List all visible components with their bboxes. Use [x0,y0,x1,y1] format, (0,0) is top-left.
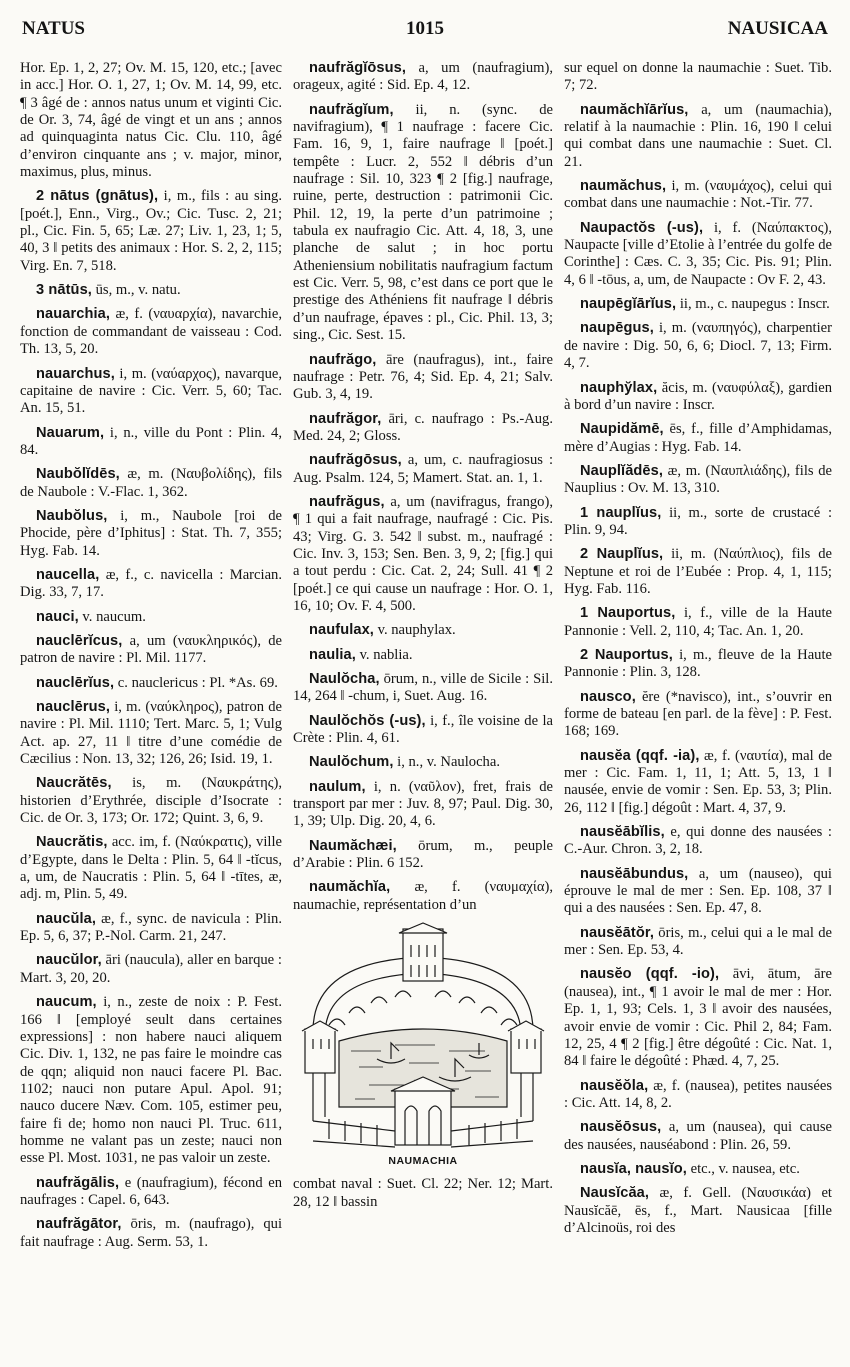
column-right [564,60,832,1355]
entry-definition: ūs, m., v. natu. [91,282,181,299]
entry-headword: 1 nauplĭus, [580,504,662,521]
entry-headword: naufrăgus, [309,493,385,510]
header-right-guideword: NAUSICAA [727,18,828,39]
entry-headword: naucŭlor, [36,952,102,969]
dictionary-entry [20,60,282,181]
entry-definition: v. naucum. [78,608,146,625]
entry-headword: 2 Nauplĭus, [580,546,664,563]
entry-headword: naufrăgĭōsus, [309,60,406,76]
entry-headword: naumăchus, [580,178,667,195]
dictionary-entry [20,366,282,418]
dictionary-entry [564,463,832,498]
dictionary-entry [20,775,282,827]
entry-headword: nausĕātŏr, [580,924,654,941]
dictionary-entry [20,1175,282,1210]
entry-definition: i, n., zeste de noix : P. Fest. 166 ‖ [employé seult dans certaines expressions] : non habere nauci aliquem Cic. Div. 1, 132, ne pas faire le moindre cas de qqn; aliquid non nauci facere Pl. Bac. 1102; nauci non putare Apul. Apol. 91; nauco ducere Næv. Com. 105, estimer peu, faire fi de; homo non nauci Pl. Truc. 611, homme ne valant pas un zeste; nauci non esse Pl. Most. 1031, ne pas valoir un zeste. [20,994,282,1167]
entry-headword: naupēgus, [580,320,654,337]
entry-definition: i, f., île voisine de la Crète : Plin. 4, 61. [293,712,553,747]
entry-headword: nauarchus, [36,365,115,382]
entry-definition: i, m. (ναύαρχος), navarque, capitaine de navire : Cic. Verr. 5, 60; Tac. An. 15, 51. [20,365,282,417]
entry-headword: nausĕōsus, [580,1119,662,1136]
entry-definition: æ, f. (ναυαρχία), navarchie, fonction de commandant de vaisseau : Cod. Th. 13, 5, 20. [20,306,282,358]
dictionary-entry [293,754,553,771]
dictionary-entry [564,1119,832,1154]
entry-definition: æ, f., sync. de navicula : Plin. Ep. 5, 6, 37; P.-Nol. Carm. 21, 247. [20,910,282,945]
dictionary-entry [20,911,282,946]
entry-definition: ēs, f., fille d’Amphidamas, mère d’Augias : Hyg. Fab. 14. [564,421,832,455]
entry-headword: nauarchia, [36,306,110,323]
entry-headword: naucŭla, [36,910,97,927]
dictionary-entry [564,60,832,95]
dictionary-entry [293,494,553,615]
dictionary-entry [293,622,553,639]
entry-definition: a, um, c. naufragiosus : Aug. Psalm. 124, 5; Mamert. Stat. an. 1, 1. [293,452,553,486]
dictionary-entry [20,633,282,668]
entry-definition: æ, f. Gell. (Ναυσικάα) et Nausĭcăē, ēs, f., Mart. Nausicaa [fille d’Alcinoüs, roi des [564,1185,832,1236]
entry-headword: nausĕa (qqf. -ia), [580,747,700,764]
entry-definition: āri (naucula), aller en barque : Mart. 3, 20, 20. [20,952,282,986]
dictionary-entry [293,60,553,95]
entry-headword: nauclērĭus, [36,674,115,691]
entry-headword: naumăchĭārĭus, [580,101,689,118]
figure-caption: NAUMACHIA [388,1155,458,1168]
entry-headword: Naulŏchum, [309,754,394,771]
dictionary-entry [564,102,832,171]
naumachia-engraving [299,921,547,1151]
dictionary-entry [293,452,553,487]
entry-definition: i, m., fils : au sing. [poét.], Enn., Virg., Ov.; Cic. Tusc. 2, 21; pl., Cic. Fin. 5, 65; Læ. 27; Liv. 1, 23, 1; 5, 40, 3 ‖ petits des animaux : Hor. S. 2, 2, 115; Virg. En. 7, 518. [20,188,282,274]
entry-headword: nauphy̆lax, [580,379,658,396]
dictionary-entry [20,699,282,768]
dictionary-entry [564,605,832,640]
entry-definition: acc. im, f. (Ναύκρατις), ville d’Egypte, dans le Delta : Plin. 5, 64 ‖ -tĭcus, a, um, de Naucratis : Plin. 5, 64 ‖ -tītes, æ, adj. m, Plin. 5, 49. [20,834,282,903]
entry-headword: Naulŏchŏs (-us), [309,712,426,729]
entry-definition: āri, c. naufrago : Ps.-Aug. Med. 24, 2; Gloss. [293,410,553,444]
dictionary-entry [20,994,282,1167]
dictionary-entry [564,689,832,741]
entry-headword: naufrăgātor, [36,1216,122,1233]
entry-headword: Naubŏlĭdēs, [36,466,120,483]
dictionary-entry [20,188,282,275]
entry-headword: nausĕo (qqf. -io), [580,966,720,983]
entry-headword: Naumăchæi, [309,837,397,854]
naumachia-illustration [293,921,553,1170]
dictionary-entry [20,834,282,903]
entry-definition: c. nauclericus : Pl. *As. 69. [114,674,278,691]
entry-headword: 2 Nauportus, [580,646,673,663]
entry-definition: ii, m., c. naupegus : Inscr. [676,296,830,313]
dictionary-entry [20,952,282,987]
entry-definition: āvi, ātum, āre (nausea), int., ¶ 1 avoir le mal de mer : Hor. Ep. 1, 1, 93; Cels. 1, 3 ‖ avoir des nausées, avoir envie de vomir : Cic. Phil 2, 84; Fam. 12, 25, 4 ¶ 2 [fig.] être dégoûté : Cic. Nat. 1, 84 ‖ faire le dégoûté : Phæd. 4, 7, 25. [564,966,832,1070]
page-number: 1015 [406,18,444,39]
entry-headword: 2 nātus (gnātus), [36,188,159,205]
dictionary-entry [564,320,832,372]
entry-headword: 3 nātūs, [36,282,92,299]
entry-definition: æ, f., c. navicella : Marcian. Dig. 33, 7, 17. [20,566,282,601]
entry-headword: nausĕŏla, [580,1077,649,1094]
dictionary-entry [20,508,282,560]
entry-headword: naufrăgĭum, [309,101,394,118]
entry-headword: Naubŏlus, [36,507,108,524]
entry-headword: naufrăgo, [309,351,377,368]
entry-definition: a, um (nausea), qui cause des nausées, nauséabond : Plin. 26, 59. [564,1119,832,1153]
dictionary-entry [564,866,832,918]
entry-definition: a, um (naumachia), relatif à la naumachie : Plin. 16, 190 ‖ celui qui combat dans une naumachie : Suet. Cl. 21. [564,101,832,170]
entry-headword: Naulŏcha, [309,671,380,687]
entry-definition: i, n., v. Naulocha. [393,754,500,771]
entry-definition: v. nauphylax. [373,622,456,639]
entry-definition: a, um (nauseo), qui éprouve le mal de mer : Sen. Ep. 108, 37 ‖ qui a des nausées : Sen. Ep. 47, 8. [564,865,832,917]
entry-definition: i, m., fleuve de la Haute Pannonie : Plin. 3, 128. [564,646,832,681]
entry-headword: naufulax, [309,622,374,639]
dictionary-entry [20,282,282,299]
dictionary-entry [564,647,832,682]
entry-definition: i, f., ville de la Haute Pannonie : Vell. 2, 110, 4; Tac. An. 1, 20. [564,605,832,639]
entry-headword: naufrăgōsus, [309,452,402,469]
entry-definition: a, um (naufragium), orageux, agité : Sid. Ep. 4, 12. [293,60,553,94]
entry-definition: is, m. (Ναυκράτης), historien d’Erythrée, disciple d’Isocrate : Cic. de Or. 3, 173; Or. 172; Quint. 3, 6, 9. [20,775,282,827]
entry-headword: Nausĭcăa, [580,1185,650,1202]
dictionary-entry [20,306,282,358]
dictionary-entry [564,296,832,313]
entry-definition: ōris, m. (naufrago), qui fait naufrage : Aug. Serm. 53, 1. [20,1216,282,1250]
entry-definition: ii, m. (Ναύπλιος), fils de Neptune et roi de l’Eubée : Prop. 4, 1, 115; Hyg. Fab. 116. [564,546,832,597]
dictionary-entry [564,178,832,213]
header-left-guideword: NATUS [22,18,85,39]
entry-headword: naulum, [309,778,366,795]
entry-headword: nausĕābundus, [580,865,689,882]
entry-headword: nauci, [36,608,79,625]
dictionary-entry [564,421,832,456]
dictionary-entry [564,220,832,289]
entry-headword: nauclērĭcus, [36,632,123,649]
entry-headword: Naupidămē, [580,421,664,438]
entry-headword: Nauarum, [36,424,105,441]
entry-headword: naufrăgor, [309,410,382,427]
entry-headword: Nauplĭădēs, [580,462,664,479]
dictionary-entry [564,1161,832,1178]
dictionary-entry [293,352,553,404]
entry-headword: naupēgĭārĭus, [580,296,677,313]
column-middle [293,60,553,1355]
entry-definition: i, m. (ναυμάχος), celui qui combat dans une naumachie : Not.-Tir. 77. [564,178,832,212]
entry-definition: a, um (ναυκληρικός), de patron de navire : Pl. Mil. 1177. [20,632,282,667]
column-middle-continuation: combat naval : Suet. Cl. 22; Ner. 12; Mart. 28, 12 ‖ bassin [293,1176,553,1210]
column-left [20,60,282,1355]
dictionary-entry [564,824,832,859]
dictionary-entry [564,380,832,415]
dictionary-entry [20,466,282,501]
entry-headword: naulia, [309,646,356,663]
dictionary-entry [293,647,553,664]
dictionary-entry [293,671,553,706]
page-header [22,18,828,46]
entry-definition: æ, f. (ναυμαχία), naumachie, représentation d’un [293,879,553,913]
dictionary-entry [564,1078,832,1113]
dictionary-entry [564,748,832,817]
entry-headword: nausĕābĭlis, [580,824,665,841]
dictionary-entry [293,779,553,831]
entry-headword: Naucrătēs, [36,775,112,792]
entry-definition: æ, f. (nausea), petites nausées : Cic. Att. 14, 8, 2. [564,1077,832,1111]
entry-headword: naufrăgālis, [36,1174,120,1191]
dictionary-entry [20,609,282,626]
entry-definition: ōris, m., celui qui a le mal de mer : Sen. Ep. 53, 4. [564,924,832,959]
dictionary-entry [20,567,282,602]
entry-headword: nauclērus, [36,699,110,715]
dictionary-entry [564,925,832,960]
dictionary-entry [293,102,553,345]
dictionary-entry [564,1185,832,1237]
entry-definition: i, f. (Ναύπακτος), Naupacte [ville d’Etolie à l’entrée du golfe de Corinthe] : Cæs. C. 3, 35; Cic. Pis. 91; Plin. 4, 6 ‖ -tōus, a, um, de Naupacte : Ov F. 2, 43. [564,219,832,288]
entry-definition: æ, m. (Ναυβολίδης), fils de Naubole : V.-Flac. 1, 362. [20,466,282,500]
entry-definition: v. nablia. [355,646,413,663]
entry-definition: i, m., Naubole [roi de Phocide, père d’Iphitus] : Stat. Th. 7, 355; Hyg. Fab. 14. [20,507,282,559]
entry-definition: sur equel on donne la naumachie : Suet. Tib. 7; 72. [564,60,832,94]
entry-headword: Naucrătis, [36,834,108,851]
entry-definition: ăcis, m. (ναυφύλαξ), gardien à bord d’un navire : Inscr. [564,379,832,413]
entry-definition: æ, f. (ναυτία), mal de mer : Cic. Fam. 1, 11, 1; Att. 5, 13, 1 ‖ nausée, envie de vomir : Sen. Ep. 53, 3; Plin. 26, 112 ‖ [fig.] dégoût : Mart. 4, 37, 9. [564,747,832,816]
dictionary-entry [20,425,282,460]
dictionary-entry [293,838,553,873]
entry-definition: i, n., ville du Pont : Plin. 4, 84. [20,424,282,458]
entry-definition: ōrum, m., peuple d’Arabie : Plin. 6 152. [293,837,553,872]
dictionary-entry [293,411,553,446]
dictionary-entry [20,675,282,692]
entry-definition: æ, m. (Ναυπλιάδης), fils de Nauplius : Ov. M. 13, 310. [564,462,832,497]
entry-definition: āre (naufragus), int., faire naufrage : Petr. 76, 4; Sid. Ep. 4, 21; Salv. Gub. 3, 4, 19. [293,351,553,403]
entry-definition: i, n. (ναῦλον), fret, frais de transport par mer : Juv. 8, 97; Paul. Dig. 30, 1, 39; Ulp. Dig. 20, 4, 6. [293,778,553,830]
entry-definition: e (naufragium), fécond en naufrages : Capel. 6, 643. [20,1174,282,1208]
entry-headword: Naupactŏs (-us), [580,219,704,236]
entry-headword: 1 Nauportus, [580,605,676,622]
entry-headword: naucum, [36,994,97,1011]
entry-definition: ii, n. (sync. de navifragium), ¶ 1 naufrage : facere Cic. Fam. 16, 9, 1, faire naufrage ‖ [poét.] tempête : Lucr. 2, 552 ‖ débris d’un naufrage : Sil. 10, 323 ¶ 2 [fig.] naufrage, ruine, perte, destruction : patrimonii Cic. Phil. 12, 19, la perte d’un patrimoine ; tabula ex naufragio Cic. Att. 4, 18, 3, une planche de salut ; in hoc portu Atheniensium nobilitatis naufragium factum est Cic. Verr. 5, 98, c’est dans ce port que le prestige des Athéniens fit naufrage ‖ débris d’un naufrage, épaves : pl., Cic. Phil. 13, 3; sing., Cic. Sest. 15. [293,101,553,344]
dictionary-entry [293,713,553,748]
entry-definition: etc., v. nausea, etc. [686,1160,800,1177]
entry-definition: ĕre (*navisco), int., s’ouvrir en forme de bateau [en parl. de la fève] : P. Fest. 168; 169. [564,688,832,740]
entry-definition: i, m. (ναύκληρος), patron de navire : Pl. Mil. 1110; Tert. Marc. 5, 1; Vulg Act. ap. 27, 11 ‖ titre d’une comédie de Cæcilius : Non. 13, 32; 126, 26; Isid. 19, 1. [20,699,282,768]
column-middle-entries [293,60,553,914]
entry-headword: nausĭa, nausĭo, [580,1160,687,1177]
entry-definition: ōrum, n., ville de Sicile : Sil. 14, 264 ‖ -chum, i, Suet. Aug. 16. [293,671,553,705]
dictionary-entry [564,546,832,598]
entry-definition: i, m. (ναυπηγός), charpentier de navire : Dig. 50, 6, 6; Diocl. 7, 13; Firm. 4, 7. [564,320,832,372]
entry-definition: Hor. Ep. 1, 2, 27; Ov. M. 15, 120, etc.; [avec in acc.] Hor. O. 1, 27, 1; Ov. M. 14, 99, etc. ¶ 3 âgé de : annos natus unum et viginti Cic. de Or. 3, 74, âgé de vingt et un ans ; annos ad quinquaginta natus Cic. Clu. 110, âgé d’environ cinquante ans ; v. major, minor, maximus, plus, minus. [20,60,282,181]
dictionary-entry [20,1216,282,1251]
dictionary-entry [564,505,832,540]
entry-headword: naumăchĭa, [309,879,391,896]
entry-definition: a, um (navifragus, frango), ¶ 1 qui a fait naufrage, naufragé : Cic. Pis. 43; Virg. G. 3. 542 ‖ subst. m., naufragé : Cic. Inv. 3, 153; Sen. Ben. 3, 9, 2; [fig.] qui a tout perdu : Cic. Cat. 2, 24; Sull. 41 ¶ 2 [poét.] ce qui cause un naufrage : Hor. O. 1, 16, 10; Ov. F. 4, 500. [293,493,553,614]
dictionary-entry [293,879,553,914]
entry-headword: naucella, [36,566,100,583]
entry-definition: ii, m., sorte de crustacé : Plin. 9, 94. [564,504,832,538]
entry-definition: e, qui donne des nausées : C.-Aur. Chron. 3, 2, 18. [564,824,832,858]
dictionary-entry [564,966,832,1070]
entry-headword: nausco, [580,688,636,705]
